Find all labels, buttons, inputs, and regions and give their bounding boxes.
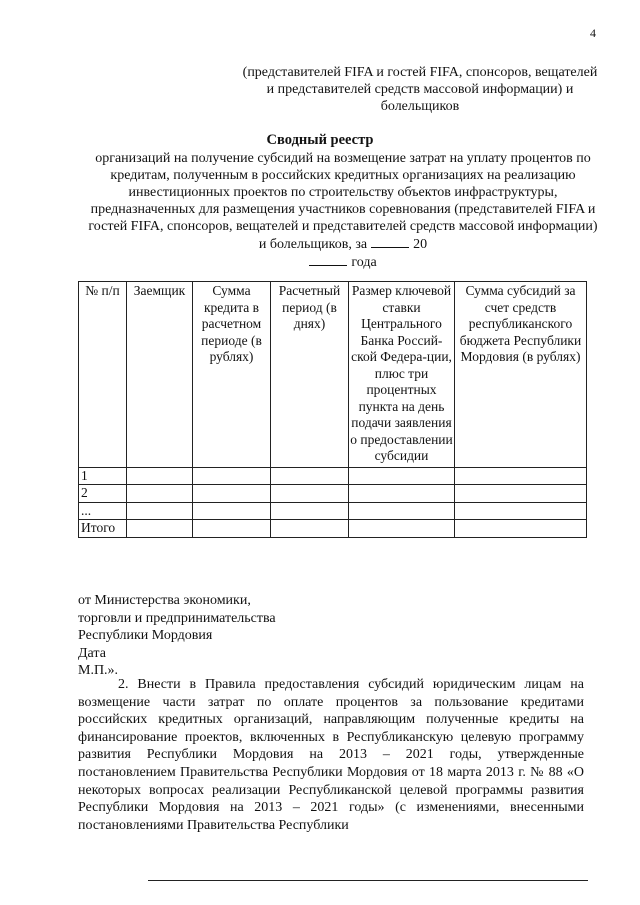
row-label: Итого xyxy=(79,520,127,538)
table-cell xyxy=(127,485,193,503)
date-label: Дата xyxy=(78,645,106,661)
subtitle-year-suffix: года xyxy=(351,255,377,270)
signature-line-1: от Министерства экономики, xyxy=(78,593,251,608)
header-loan-amount: Сумма кредита в расчетном периоде (в рублях) xyxy=(193,282,271,468)
stamp-label: М.П.». xyxy=(78,663,119,678)
year-blank xyxy=(309,253,347,266)
header-subsidy-amount: Сумма субсидий за счет средств республиканского бюджета Республики Мордовия (в рублях) xyxy=(455,282,587,468)
table-cell xyxy=(349,502,455,520)
table-row-total xyxy=(79,520,587,538)
row-label: ... xyxy=(79,502,127,520)
table-row xyxy=(79,467,587,485)
header-key-rate: Размер ключевой ставки Центрального Банка Россий-ской Федера-ции, плюс три процентных пункта на день подачи заявления о предоставлении субсидии xyxy=(349,282,455,468)
header-period: Расчетный период (в днях) xyxy=(271,282,349,468)
table-cell xyxy=(127,502,193,520)
table-cell xyxy=(455,520,587,538)
table-cell xyxy=(127,520,193,538)
signature-block xyxy=(78,592,276,680)
page-number: 4 xyxy=(590,26,596,40)
table-row xyxy=(79,485,587,503)
row-label: 2 xyxy=(79,485,127,503)
table-cell xyxy=(455,502,587,520)
header-number: № п/п xyxy=(79,282,127,468)
table-cell xyxy=(349,485,455,503)
table-cell xyxy=(271,502,349,520)
table-cell xyxy=(193,502,271,520)
subtitle-text: организаций на получение субсидий на возмещение затрат на уплату процентов по кредитам, полученным в российских кредитных организациях на реализацию инвестиционных проектов по строительству объектов инфраструктуры, предназначенных для размещения участников соревнования (представителей FIFA и гостей FIFA, спонсоров, вещателей и представителей средств массовой информации) и болельщиков, за xyxy=(88,151,598,252)
table-cell xyxy=(127,467,193,485)
header-borrower: Заемщик xyxy=(127,282,193,468)
table-cell xyxy=(271,467,349,485)
registry-table xyxy=(78,281,587,538)
table-cell xyxy=(455,467,587,485)
table-cell xyxy=(271,485,349,503)
table-header-row xyxy=(79,282,587,468)
table-row xyxy=(79,502,587,520)
document-title: Сводный реестр xyxy=(266,132,374,148)
table-cell xyxy=(349,467,455,485)
table-cell xyxy=(455,485,587,503)
signature-line-3: Республики Мордовия xyxy=(78,628,213,643)
subtitle-year-prefix: 20 xyxy=(413,237,428,252)
table-cell xyxy=(193,520,271,538)
paragraph-2: 2. Внести в Правила предоставления субсидий юридическим лицам на возмещение части затрат по оплате процентов за пользование кредитами российских кредитных организаций, направляющим полученные кредиты на финансирование проектов, включенных в Республиканскую целевую программу развития Республики Мордовия на 2013 – 2021 годы, утвержденные постановлением Правительства Республики Мордовия от 18 марта 2013 г. № 88 «О некоторых вопросах реализации Республиканской целевой программы развития Республики Мордовия на 2013 – 2021 годы» (с изменениями, внесенными постановлениями Правительства Республики xyxy=(78,677,584,833)
signature-line-2: торговли и предпринимательства xyxy=(78,610,276,626)
footer-divider xyxy=(148,880,588,881)
table-cell xyxy=(193,467,271,485)
table-cell xyxy=(271,520,349,538)
table-cell xyxy=(193,485,271,503)
document-subtitle xyxy=(84,150,602,271)
period-blank xyxy=(371,235,409,248)
row-label: 1 xyxy=(79,467,127,485)
header-continuation: (представителей FIFA и гостей FIFA, спонсоров, вещателей и представителей средств массовой информации) и болельщиков xyxy=(242,65,598,114)
table-cell xyxy=(349,520,455,538)
